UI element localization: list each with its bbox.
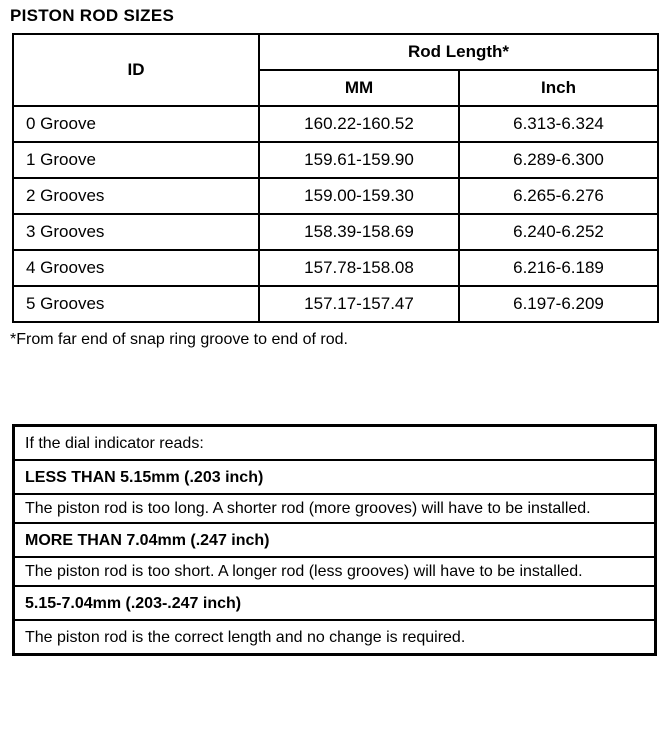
header-rod-length: Rod Length* <box>259 34 658 70</box>
row-inch: 6.197-6.209 <box>459 286 658 322</box>
row-mm: 159.61-159.90 <box>259 142 459 178</box>
dial-result-row <box>14 557 656 586</box>
table-row <box>13 286 658 322</box>
row-mm: 158.39-158.69 <box>259 214 459 250</box>
row-id: 2 Grooves <box>13 178 259 214</box>
table-header-row <box>13 34 658 70</box>
row-inch: 6.313-6.324 <box>459 106 658 142</box>
footnote: *From far end of snap ring groove to end of rod. <box>10 331 348 348</box>
dial-condition-row <box>14 586 656 620</box>
table-row <box>13 214 658 250</box>
dial-condition: LESS THAN 5.15mm (.203 inch) <box>14 460 656 494</box>
row-id: 4 Grooves <box>13 250 259 286</box>
dial-result-row <box>14 620 656 655</box>
row-inch: 6.240-6.252 <box>459 214 658 250</box>
dial-intro: If the dial indicator reads: <box>14 426 656 461</box>
header-inch: Inch <box>459 70 658 106</box>
piston-rod-sizes-table <box>12 33 659 323</box>
row-id: 0 Groove <box>13 106 259 142</box>
table-row <box>13 106 658 142</box>
row-mm: 157.78-158.08 <box>259 250 459 286</box>
row-id: 5 Grooves <box>13 286 259 322</box>
dial-condition-row <box>14 460 656 494</box>
dial-condition: 5.15-7.04mm (.203-.247 inch) <box>14 586 656 620</box>
row-inch: 6.265-6.276 <box>459 178 658 214</box>
header-id: ID <box>13 34 259 106</box>
table-row <box>13 142 658 178</box>
header-mm: MM <box>259 70 459 106</box>
dial-condition: MORE THAN 7.04mm (.247 inch) <box>14 523 656 557</box>
row-id: 1 Groove <box>13 142 259 178</box>
dial-result: The piston rod is the correct length and no change is required. <box>14 620 656 655</box>
row-mm: 157.17-157.47 <box>259 286 459 322</box>
dial-result-row <box>14 494 656 523</box>
row-id: 3 Grooves <box>13 214 259 250</box>
table-row <box>13 250 658 286</box>
dial-result: The piston rod is too long. A shorter rod (more grooves) will have to be installed. <box>14 494 656 523</box>
row-inch: 6.216-6.189 <box>459 250 658 286</box>
row-inch: 6.289-6.300 <box>459 142 658 178</box>
dial-result: The piston rod is too short. A longer rod (less grooves) will have to be installed. <box>14 557 656 586</box>
table-row <box>13 178 658 214</box>
dial-condition-row <box>14 523 656 557</box>
page-title: PISTON ROD SIZES <box>10 6 175 25</box>
row-mm: 159.00-159.30 <box>259 178 459 214</box>
dial-indicator-table <box>12 424 657 656</box>
row-mm: 160.22-160.52 <box>259 106 459 142</box>
dial-intro-row <box>14 426 656 461</box>
